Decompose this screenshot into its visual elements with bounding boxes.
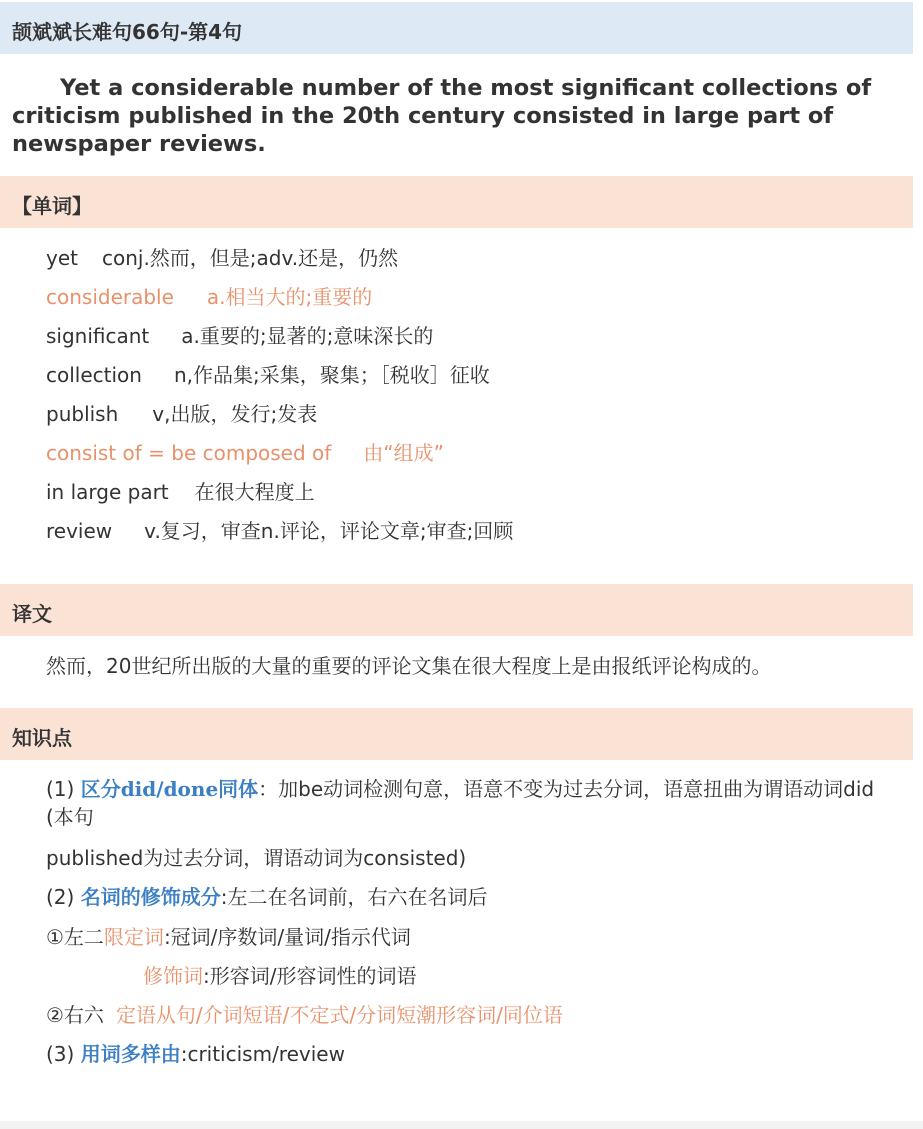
vocab-row (46, 476, 315, 505)
vocab-header-label: 【单词】 (12, 194, 92, 218)
vocab-row (46, 437, 444, 466)
vocab-word: review (46, 519, 113, 543)
knowledge-point-1-cont: published为过去分词，谓语动词为consisted) (46, 846, 467, 870)
modifier-text: :形容词/形容词性的词语 (203, 964, 417, 988)
vocab-meaning: v.复习，审查n.评论，评论文章;审查;回顾 (144, 519, 514, 543)
vocab-word: in large part (46, 480, 169, 504)
right-six-line (46, 999, 563, 1028)
translation-text: 然而，20世纪所出版的大量的重要的评论文集在很大程度上是由报纸评论构成的。 (46, 654, 772, 678)
vocab-row (46, 320, 433, 349)
vocab-row (46, 242, 398, 271)
knowledge-header-label: 知识点 (12, 726, 72, 750)
english-sentence: Yet a considerable number of the most significant collections of criticism published in the 20th century consisted in large part of newspaper reviews. (12, 75, 872, 157)
vocab-row (46, 359, 490, 388)
vocab-word: significant (46, 324, 150, 348)
vocab-word: consist of = be composed of (46, 441, 332, 465)
knowledge-point-3 (46, 1038, 345, 1067)
vocab-word: publish (46, 402, 119, 426)
point-text: :criticism/review (180, 1042, 345, 1066)
vocab-row (46, 398, 317, 427)
left-two-prefix: ①左二 (46, 925, 104, 949)
right-six-key: 定语从句/介词短语/不定式/分词短潮形容词/同位语 (115, 1003, 563, 1027)
bottom-divider (0, 1121, 923, 1129)
determiner-text: :冠词/序数词/量词/指示代词 (163, 925, 411, 949)
vocab-word: collection (46, 363, 142, 387)
vocab-row (46, 515, 513, 544)
vocab-meaning: 由“组成” (363, 441, 445, 465)
vocab-meaning: conj.然而，但是;adv.还是，仍然 (101, 246, 399, 270)
left-two-line (46, 921, 411, 950)
vocab-word: considerable (46, 285, 174, 309)
vocab-meaning: v,出版，发行;发表 (152, 402, 318, 426)
title-bar (0, 2, 913, 54)
knowledge-section-header (0, 708, 913, 760)
modifier-line (143, 960, 416, 989)
point-key: 用词多样由 (80, 1042, 181, 1066)
vocab-section-header (0, 176, 913, 228)
point-text: :左二在名词前，右六在名词后 (220, 885, 488, 909)
point-key: 区分did/done同体 (80, 777, 259, 801)
vocab-row (46, 281, 372, 310)
determiner-key: 限定词 (103, 925, 164, 949)
point-number: (3) (46, 1042, 75, 1066)
vocab-word: yet (46, 246, 78, 270)
page-title: 颉斌斌长难句66句-第4句 (12, 20, 243, 44)
vocab-meaning: a.相当大的;重要的 (206, 285, 373, 309)
right-six-prefix: ②右六 (46, 1003, 104, 1027)
vocab-meaning: 在很大程度上 (194, 480, 315, 504)
knowledge-point-1 (46, 775, 906, 831)
translation-section-header (0, 584, 913, 636)
vocab-meaning: a.重要的;显著的;意味深长的 (181, 324, 434, 348)
knowledge-point-2 (46, 881, 487, 910)
translation-header-label: 译文 (12, 602, 52, 626)
point-text: ：加be动词检测句意，语意不变为过去分词，语意扭曲为谓语动词did (本句 (46, 777, 875, 829)
vocab-meaning: n,作品集;采集，聚集；［税收］征收 (173, 363, 490, 387)
modifier-key: 修饰词 (143, 964, 203, 988)
point-number: (1) (46, 777, 75, 801)
point-number: (2) (46, 885, 75, 909)
point-key: 名词的修饰成分 (80, 885, 221, 909)
